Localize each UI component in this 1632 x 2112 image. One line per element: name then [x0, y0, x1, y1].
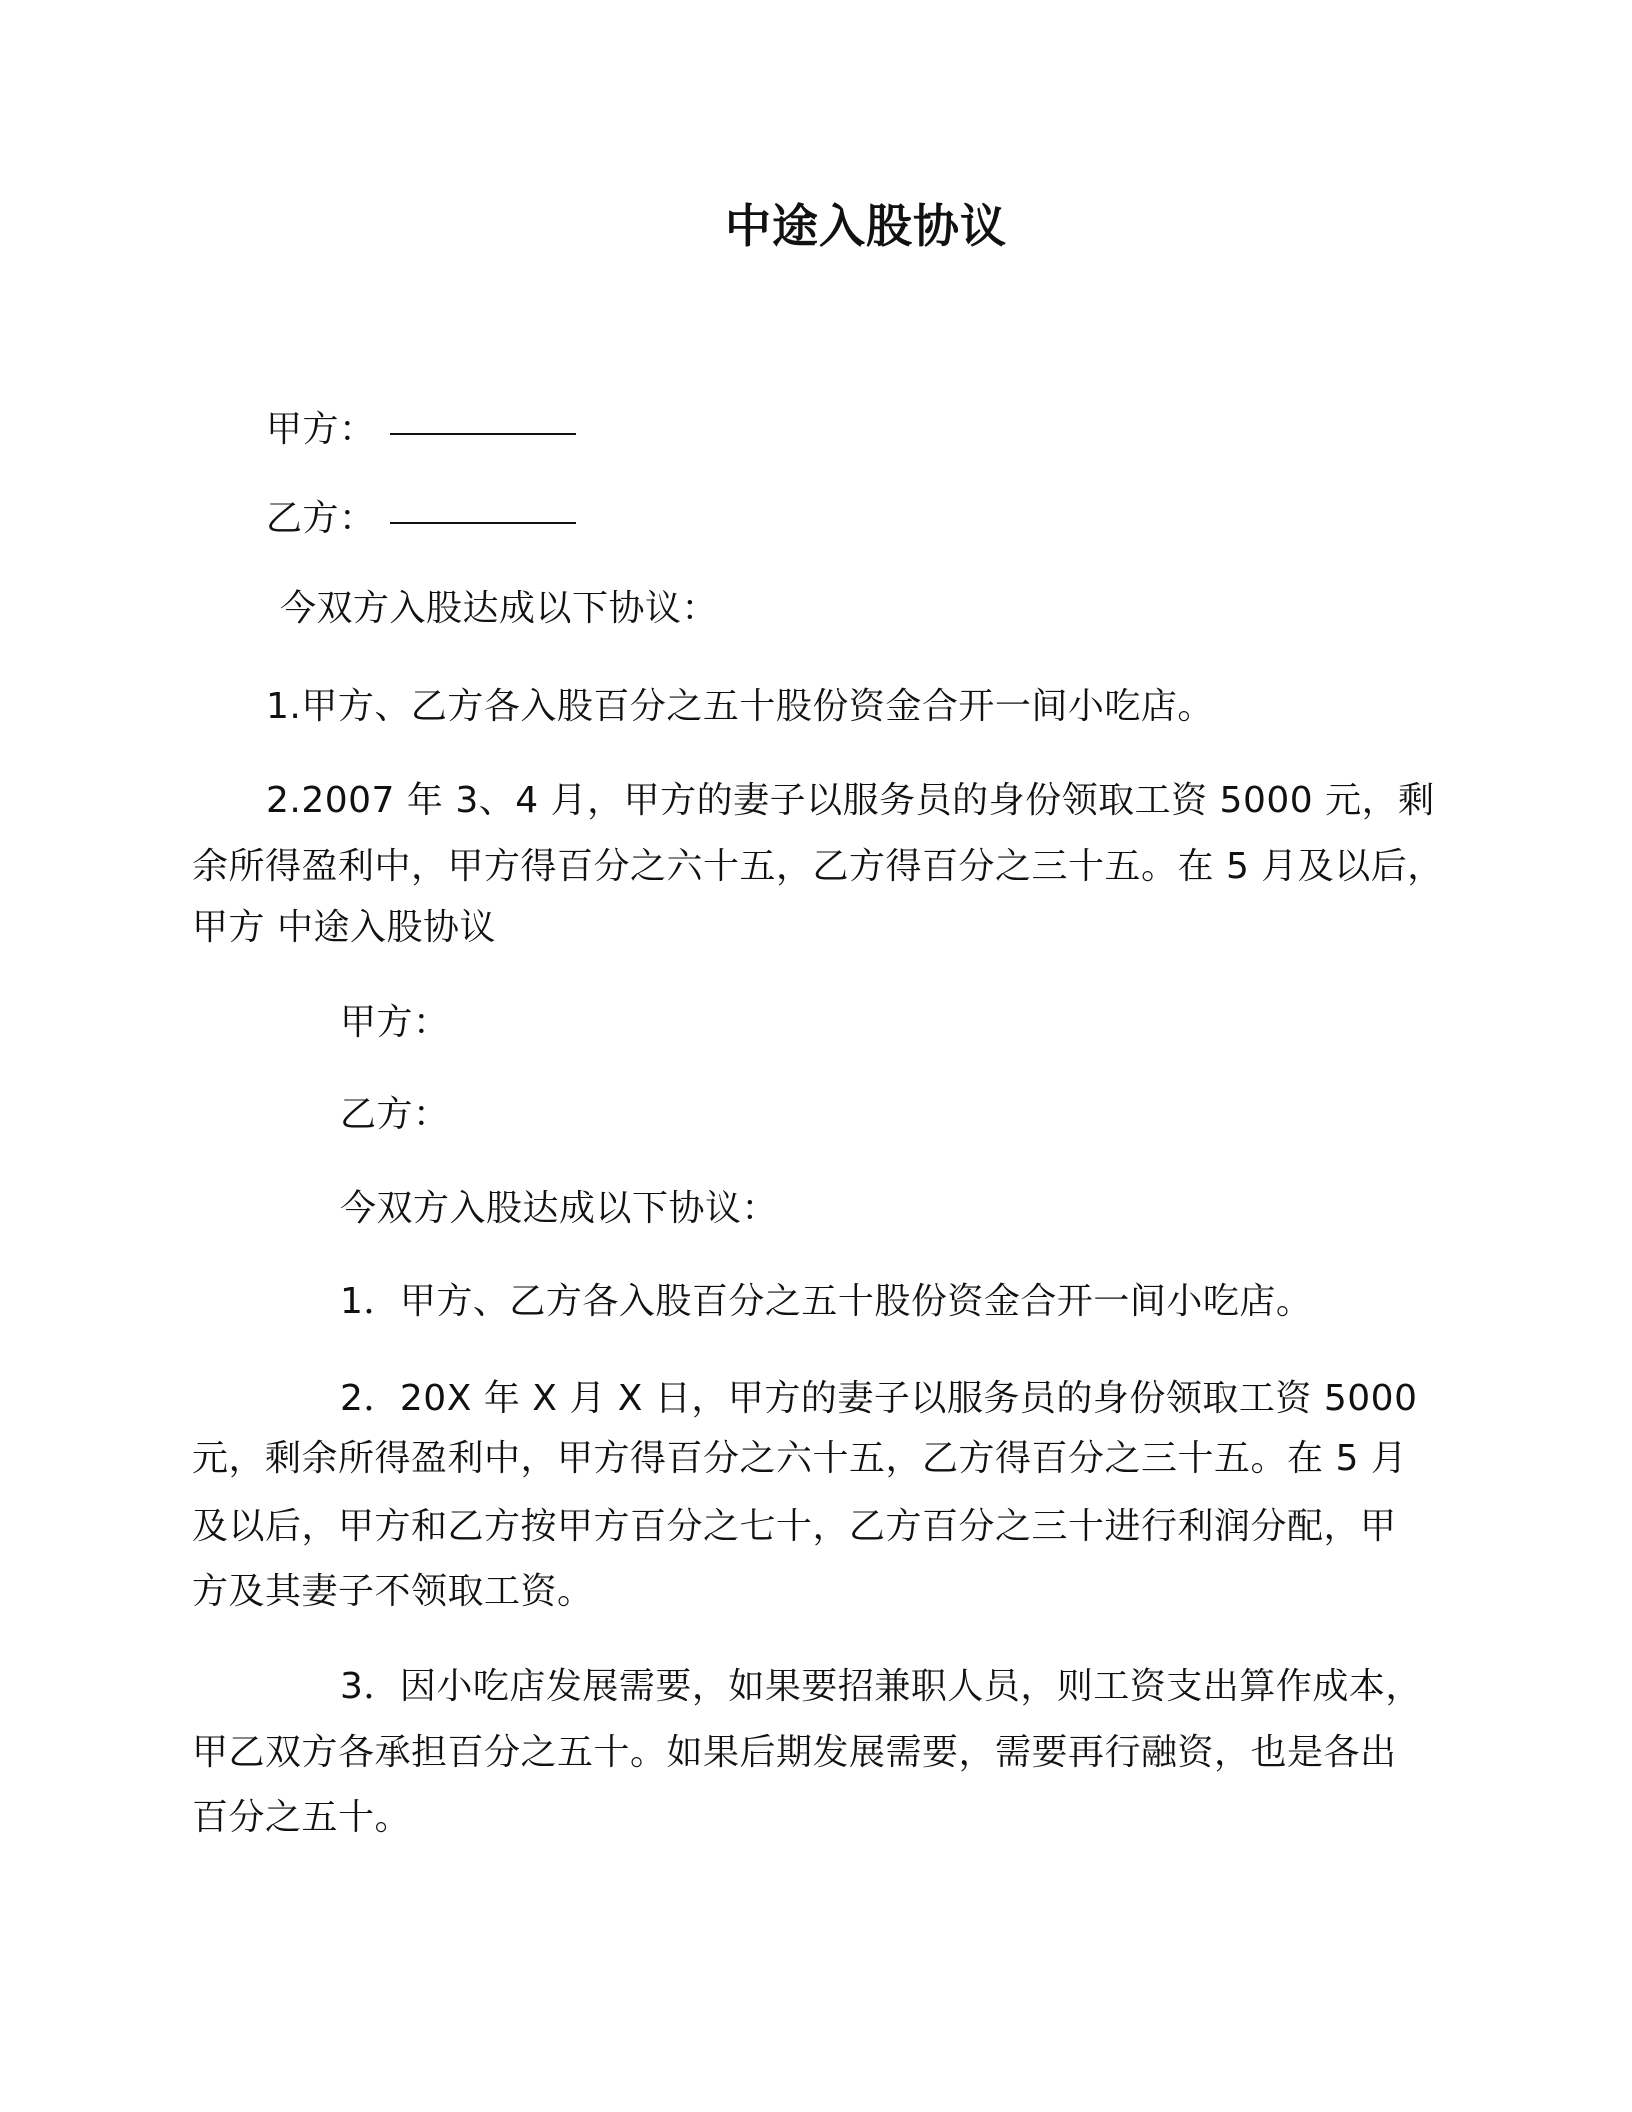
clause-2-line-3: 甲方 中途入股协议 — [192, 907, 496, 948]
clause-2-line-1: 2.2007 年 3、4 月，甲方的妻子以服务员的身份领取工资 5000 元，剩 — [266, 780, 1435, 821]
body-intro-paragraph: 今双方入股达成以下协议： — [340, 1188, 779, 1229]
body-clause-1: 1．甲方、乙方各入股百分之五十股份资金合开一间小吃店。 — [340, 1281, 1313, 1322]
party-b-blank — [390, 522, 576, 524]
intro-paragraph: 今双方入股达成以下协议： — [280, 588, 719, 629]
body-party-b-label: 乙方： — [340, 1094, 450, 1135]
clause-1: 1.甲方、乙方各入股百分之五十股份资金合开一间小吃店。 — [266, 686, 1214, 727]
body-clause-3-line-1: 3．因小吃店发展需要，如果要招兼职人员，则工资支出算作成本， — [340, 1666, 1422, 1707]
body-clause-2-line-1: 2．20X 年 X 月 X 日，甲方的妻子以服务员的身份领取工资 5000 — [340, 1378, 1418, 1419]
body-party-a-label: 甲方： — [340, 1002, 450, 1043]
party-a-blank — [390, 433, 576, 435]
party-b-label: 乙方： — [266, 498, 376, 539]
body-clause-3-line-2: 甲乙双方各承担百分之五十。如果后期发展需要，需要再行融资，也是各出 — [192, 1732, 1397, 1773]
party-a-label: 甲方： — [266, 409, 376, 450]
body-clause-2-line-3: 及以后，甲方和乙方按甲方百分之七十，乙方百分之三十进行利润分配，甲 — [192, 1506, 1397, 1547]
party-b-line — [266, 497, 576, 541]
body-clause-2-line-4: 方及其妻子不领取工资。 — [192, 1571, 594, 1612]
clause-2-line-2: 余所得盈利中，甲方得百分之六十五，乙方得百分之三十五。在 5 月及以后， — [192, 846, 1444, 887]
body-clause-3-line-3: 百分之五十。 — [192, 1797, 412, 1838]
document-title: 中途入股协议 — [725, 199, 1007, 253]
party-a-line — [266, 408, 576, 452]
body-clause-2-line-2: 元，剩余所得盈利中，甲方得百分之六十五，乙方得百分之三十五。在 5 月 — [192, 1438, 1408, 1479]
